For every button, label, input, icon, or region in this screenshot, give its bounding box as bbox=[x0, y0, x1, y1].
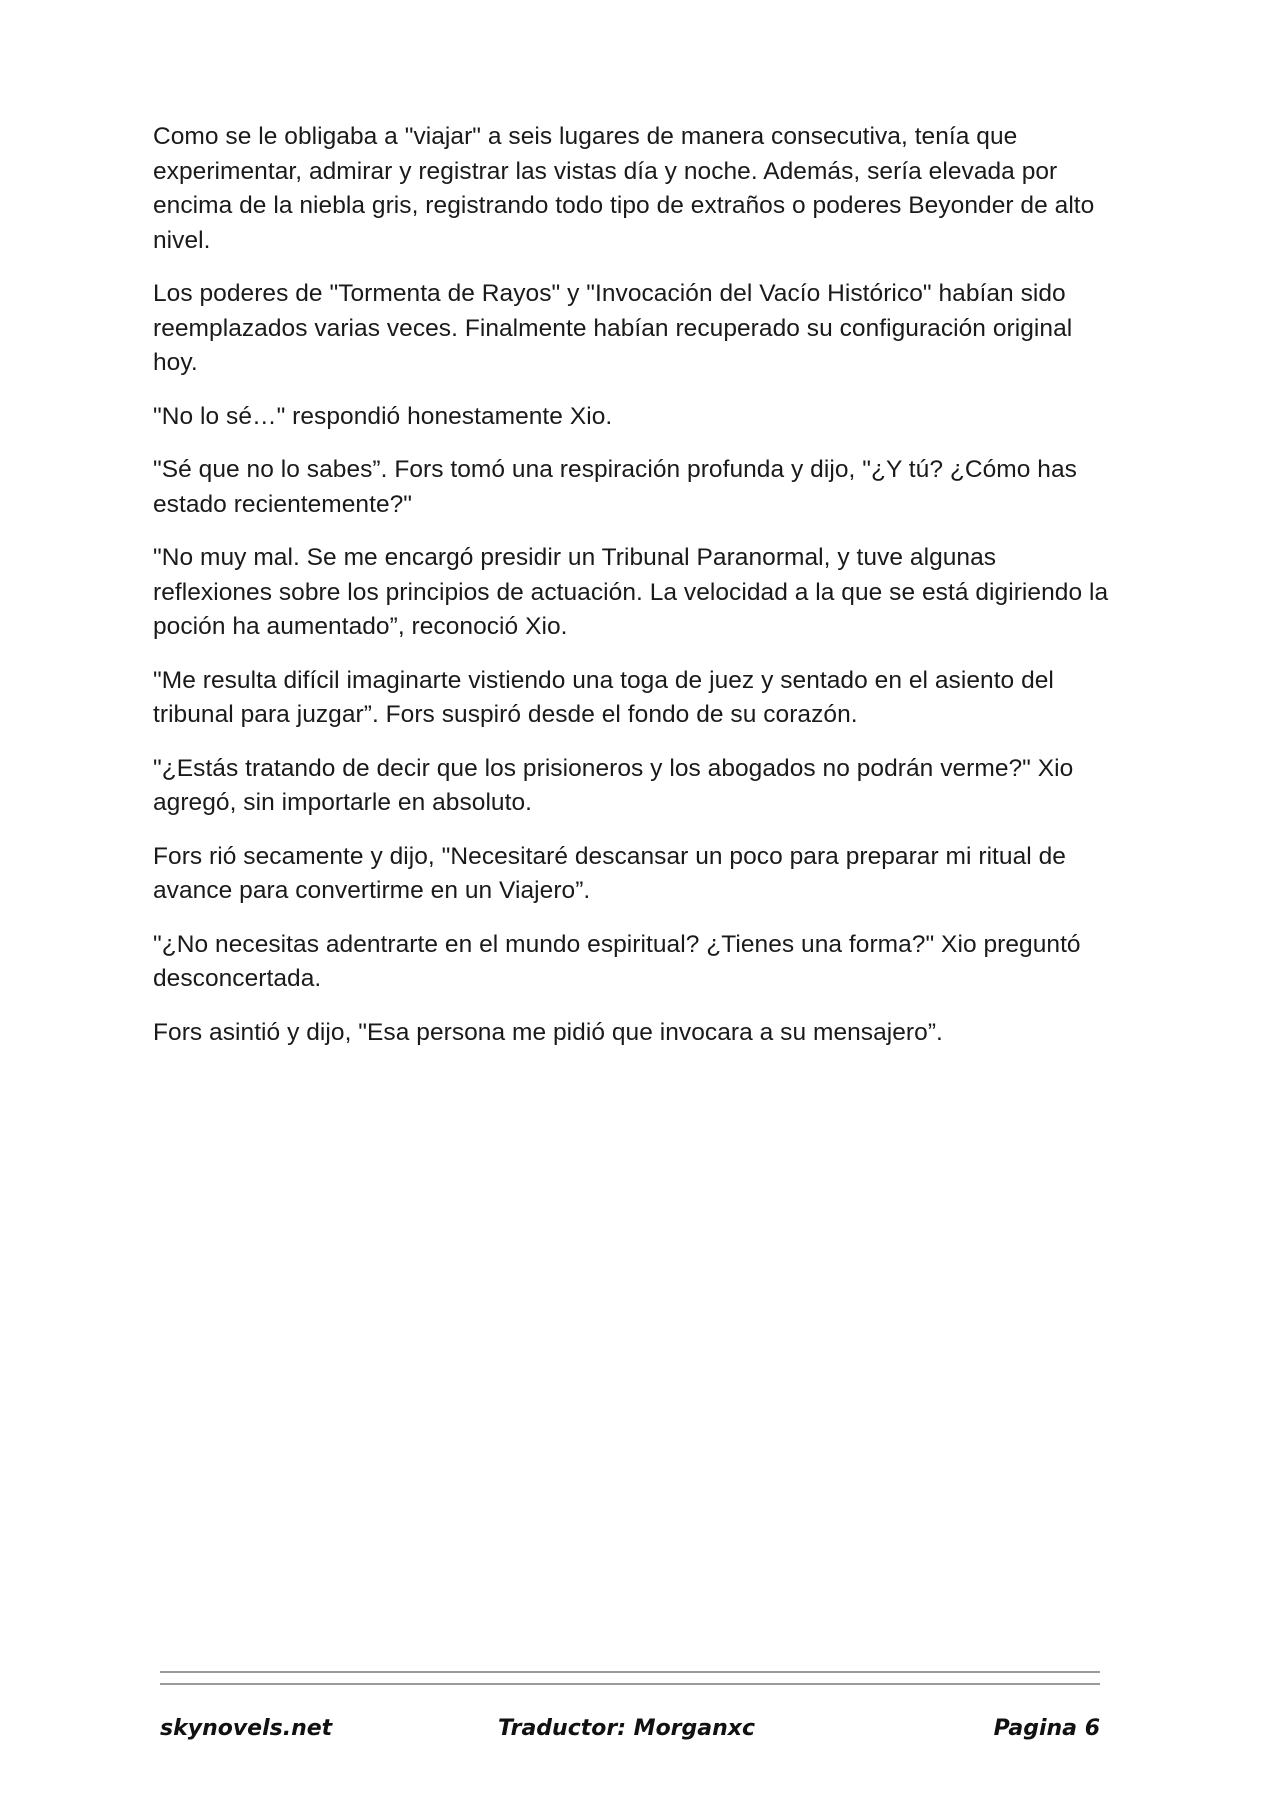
paragraph: "Me resulta difícil imaginarte vistiendo una toga de juez y sentado en el asiento del tribunal para juzgar”. Fors suspiró desde el fondo de su corazón. bbox=[153, 666, 1054, 728]
paragraph: "No muy mal. Se me encargó presidir un Tribunal Paranormal, y tuve algunas reflexiones sobre los principios de actuación. La velocidad a la que se está digiriendo la poción ha aumentado”, reconoció Xio. bbox=[153, 544, 1109, 640]
footer-site: skynovels.net bbox=[160, 1716, 333, 1741]
paragraph: Los poderes de "Tormenta de Rayos" y "Invocación del Vacío Histórico" habían sido reemplazados varias veces. Finalmente habían recuperado su configuración original hoy. bbox=[153, 280, 1073, 376]
page-footer bbox=[160, 1716, 1100, 1746]
paragraph: Como se le obligaba a "viajar" a seis lugares de manera consecutiva, tenía que experimentar, admirar y registrar las vistas día y noche. Además, sería elevada por encima de la niebla gris, registrando todo tipo de extraños o poderes Beyonder de alto nivel. bbox=[153, 123, 1095, 254]
paragraph: "Sé que no lo sabes”. Fors tomó una respiración profunda y dijo, "¿Y tú? ¿Cómo has estado recientemente?" bbox=[153, 456, 1077, 518]
paragraph: Fors rió secamente y dijo, "Necesitaré descansar un poco para preparar mi ritual de avance para convertirme en un Viajero”. bbox=[153, 842, 1066, 904]
paragraph: "No lo sé…" respondió honestamente Xio. bbox=[153, 402, 613, 430]
footer-divider-bottom bbox=[160, 1683, 1100, 1685]
footer-translator: Traductor: Morganxc bbox=[498, 1716, 756, 1741]
footer-divider-top bbox=[160, 1671, 1100, 1673]
paragraph: "¿No necesitas adentrarte en el mundo espiritual? ¿Tienes una forma?" Xio preguntó desconcertada. bbox=[153, 930, 1081, 992]
paragraph: "¿Estás tratando de decir que los prisioneros y los abogados no podrán verme?" Xio agregó, sin importarle en absoluto. bbox=[153, 754, 1074, 816]
document-body bbox=[153, 120, 1113, 1069]
footer-page-number: Pagina 6 bbox=[993, 1716, 1100, 1741]
paragraph: Fors asintió y dijo, "Esa persona me pidió que invocara a su mensajero”. bbox=[153, 1018, 943, 1046]
